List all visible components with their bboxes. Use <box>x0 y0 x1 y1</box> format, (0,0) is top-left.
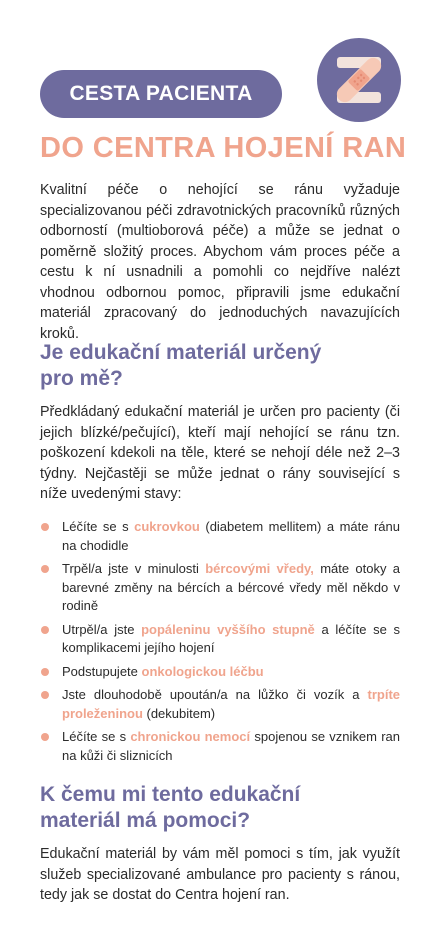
bullet-dot-icon <box>41 691 49 699</box>
bullet-text-pre: Léčíte se s <box>62 519 135 534</box>
bullet-highlight: chronickou nemocí <box>130 729 251 744</box>
bullet-text-post: spojenou se vznikem ran na kůži či sliznicích <box>62 729 400 763</box>
bullet-text-post: (diabetem mellitem) a máte ránu na chodidle <box>62 519 401 553</box>
bullet-text-pre: Trpěl/a jste v minulosti <box>62 561 206 576</box>
list-item <box>40 621 400 658</box>
bullet-dot-icon <box>41 733 49 741</box>
bullet-dot-icon <box>41 668 49 676</box>
list-item <box>40 518 400 555</box>
list-item <box>40 686 400 723</box>
bullet-highlight: cukrovkou <box>134 519 200 534</box>
bullet-text-post: a léčíte se s komplikacemi jejího hojení <box>62 621 401 655</box>
bullet-text-pre: Jste dlouhodobě upoután/a na lůžko či vozík a <box>62 687 368 702</box>
bandage-z-logo-icon <box>317 38 401 122</box>
bullet-highlight: bércovými vředy, <box>205 561 314 576</box>
patient-journey-pill <box>40 70 282 118</box>
bullet-highlight: popáleninu vyššího stupně <box>141 621 315 637</box>
bullet-dot-icon <box>41 565 49 573</box>
bullet-text-pre: Utrpěl/a jste <box>62 621 142 637</box>
section1-paragraph: Předkládaný edukační materiál je určen pro pacienty (či jejich blízké/pečující), kteří mají nehojící se ránu tzn. poškození kdekoli na těle, které se nehojí déle než 2–3 týdny. Nejčastěji se může jednat o rány související s níže uvedenými stavy: <box>40 404 400 502</box>
main-title: DO CENTRA HOJENÍ RAN <box>40 132 407 164</box>
section1-heading-line1: Je edukační materiál určený <box>40 341 322 364</box>
bullet-text-post: máte otoky a barevné změny na bércích a bércové vředy měl někdo v rodině <box>62 561 400 613</box>
bullet-highlight: onkologickou léčbu <box>141 663 264 679</box>
conditions-list <box>40 518 400 770</box>
section2-heading-line1: K čemu mi tento edukační <box>40 783 301 806</box>
section2-heading <box>40 782 400 834</box>
list-item <box>40 728 400 765</box>
section2-paragraph: Edukační materiál by vám měl pomoci s tím, jak využít služeb specializované ambulance pro pacienty s ránou, tedy jak se dostat do Centra hojení ran. <box>40 846 400 903</box>
pill-label: CESTA PACIENTA <box>69 82 253 105</box>
bullet-text-pre: Léčíte se s <box>62 729 131 744</box>
bullet-text-post: (dekubitem) <box>142 705 216 721</box>
bullet-highlight: trpíte proleženinou <box>62 687 400 721</box>
list-item <box>40 663 400 682</box>
bullet-dot-icon <box>41 523 49 531</box>
bullet-text-pre: Podstupujete <box>62 663 142 679</box>
section1-heading <box>40 340 400 392</box>
list-item <box>40 560 400 616</box>
intro-paragraph: Kvalitní péče o nehojící se ránu vyžaduje specializovanou péči zdravotnických pracovníků různých odborností (multioborová péče) a může se jednat o poměrně složitý proces. Abychom vám proces péče a cestu k ní usnadnili a pomohli co nejdříve nalézt vhodnou odbornou pomoc, připravili jsme edukační materiál zpracovaný do jednoduchých navazujících kroků. <box>40 182 400 342</box>
section2-heading-line2: materiál má pomoci? <box>40 809 251 832</box>
bullet-dot-icon <box>41 626 49 634</box>
section1-heading-line2: pro mě? <box>40 367 123 390</box>
